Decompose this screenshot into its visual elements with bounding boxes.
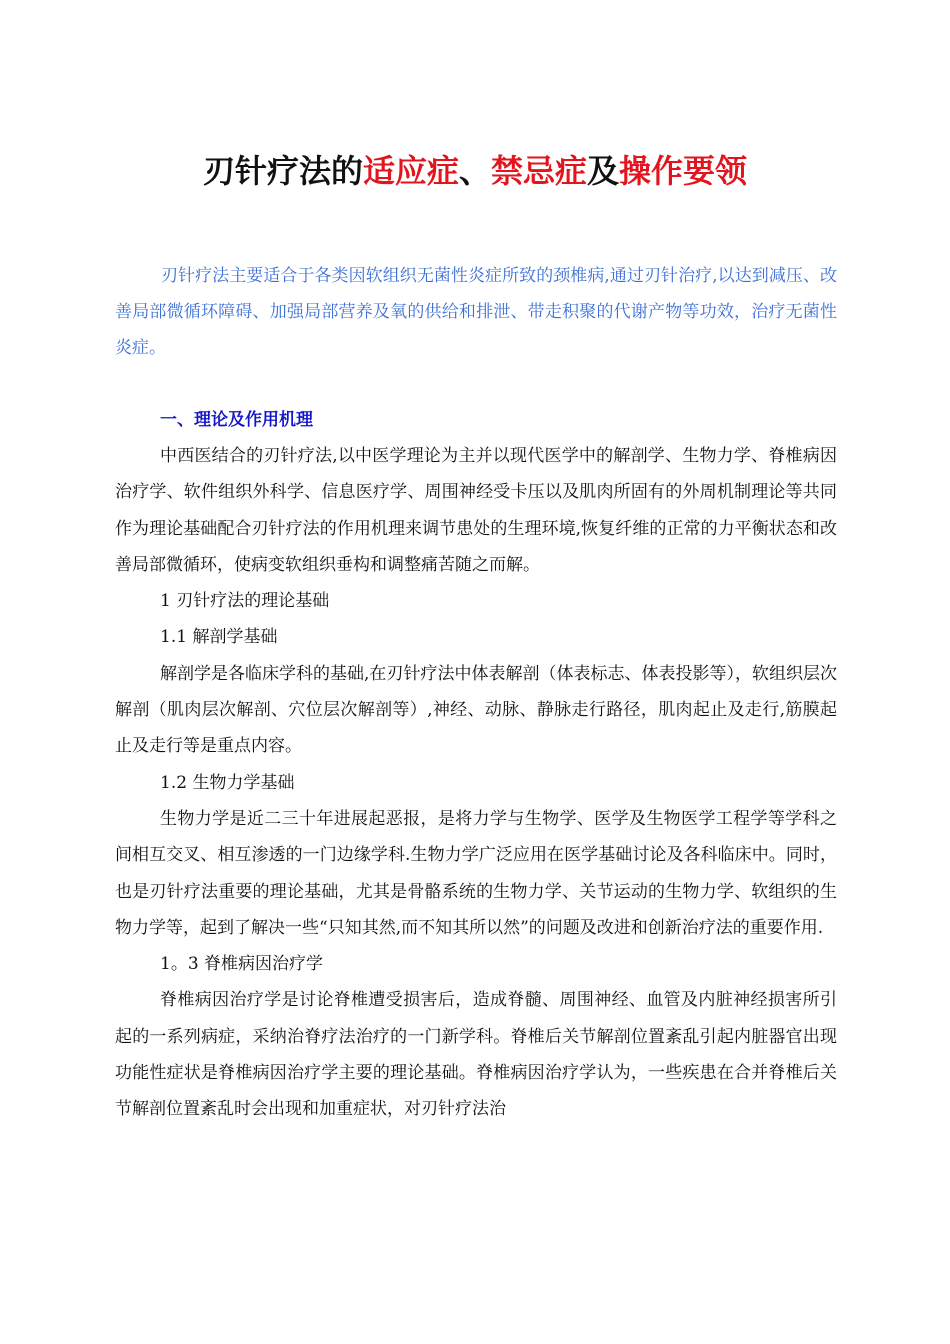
section-heading-theory: 一、理论及作用机理: [160, 410, 313, 430]
subheading-biomechanics: 1.2 生物力学基础: [160, 772, 295, 793]
title-part-contraindications: 禁忌症: [491, 152, 588, 191]
title-part-indications: 适应症: [362, 152, 459, 191]
paragraph-anatomy: 解剖学是各临床学科的基础,在刃针疗法中体表解剖（体表标志、体表投影等），软组织层次解剖（肌肉层次解剖、穴位层次解剖等）,神经、动脉、静脉走行路径，肌肉起止及走行,筋膜起止及走行等是重点内容。: [115, 663, 837, 757]
document-title: [0, 149, 950, 193]
title-part-1: 刃针疗法的: [202, 152, 363, 191]
title-part-3: 、: [458, 152, 491, 191]
paragraph-biomechanics: 生物力学是近二三十年进展起恶报，是将力学与生物学、医学及生物医学工程学等学科之间相互交叉、相互渗透的一门边缘学科.生物力学广泛应用在医学基础讨论及各科临床中。同时，也是刃针疗法重要的理论基础，尤其是骨骼系统的生物力学、关节运动的生物力学、软组织的生物力学等，起到了解决一些“只知其然,而不知其所以然”的问题及改进和创新治疗法的重要作用.: [115, 808, 837, 938]
paragraph-spinal-etiology: 脊椎病因治疗学是讨论脊椎遭受损害后，造成脊髓、周围神经、血管及内脏神经损害所引起的一系列病症，采纳治脊疗法治疗的一门新学科。脊椎后关节解剖位置紊乱引起内脏器官出现功能性症状是脊椎病因治疗学主要的理论基础。脊椎病因治疗学认为，一些疾患在合并脊椎后关节解剖位置紊乱时会出现和加重症状，对刃针疗法治: [115, 990, 837, 1120]
subheading-spinal-etiology: 1。3 脊椎病因治疗学: [160, 954, 324, 975]
subheading-anatomy: 1.1 解剖学基础: [160, 627, 278, 648]
paragraph-theory-intro: 中西医结合的刃针疗法,以中医学理论为主并以现代医学中的解剖学、生物力学、脊椎病因治疗学、软件组织外科学、信息医疗学、周围神经受卡压以及肌肉所固有的外周机制理论等共同作为理论基础配合刃针疗法的作用机理来调节患处的生理环境,恢复纤维的正常的力平衡状态和改善局部微循环，使病变软组织垂构和调整痛苦随之而解。: [115, 446, 837, 575]
document-body: [115, 438, 837, 1128]
title-part-operation: 操作要领: [619, 152, 748, 191]
title-part-5: 及: [587, 152, 620, 191]
subheading-theory-basis: 1 刃针疗法的理论基础: [160, 591, 330, 612]
intro-paragraph: 刃针疗法主要适合于各类因软组织无菌性炎症所致的颈椎病,通过刃针治疗,以达到减压、改善局部微循环障碍、加强局部营养及氧的供给和排泄、带走积聚的代谢产物等功效，治疗无菌性炎症。: [115, 266, 837, 358]
